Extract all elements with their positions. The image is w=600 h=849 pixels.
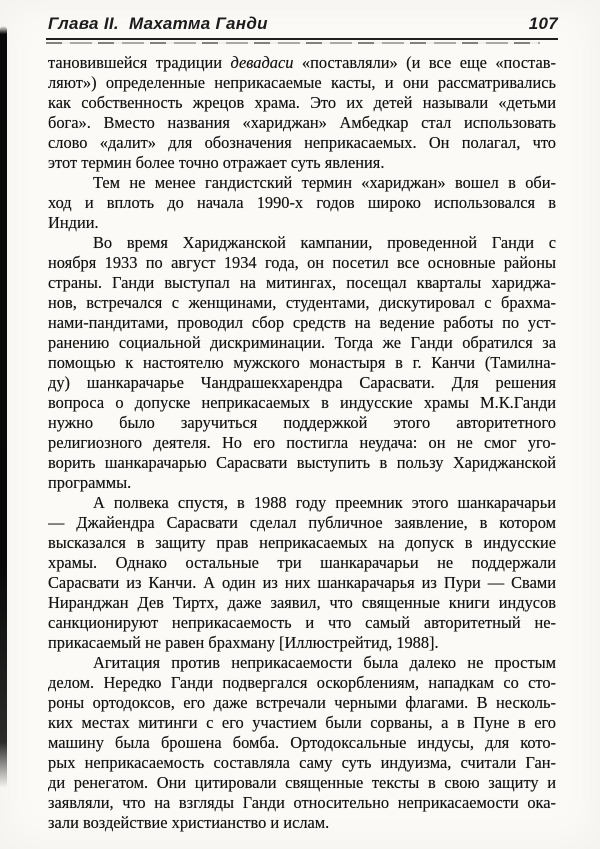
running-header — [48, 13, 558, 34]
text-line: Тем не менее гандистский термин «хариджан» вошел в оби- — [93, 173, 556, 192]
text-line: программы. — [48, 473, 132, 492]
text-line: нужно было заручиться поддержкой этого авторитетного — [48, 413, 556, 432]
text-line: ди ренегатом. Они цитировали священные тексты в свою защиту и — [48, 773, 556, 792]
text-line: бога». Вместо названия «хариджан» Амбедкар стал использовать — [48, 113, 556, 132]
text-line: храмы. Однако остальные три шанкарачарьи не поддержали — [48, 553, 556, 572]
text-line: ляют») определенные неприкасаемые касты, и они рассматривались — [48, 73, 556, 92]
text-line: зали воздействие христианство и ислам. — [48, 813, 330, 832]
text-line: А полвека спустя, в 1988 году преемник этого шанкарачарьи — [93, 493, 556, 512]
text-line: ворить шанкарачарью Сарасвати выступить в пользу Хариджанской — [48, 453, 556, 472]
paragraph — [48, 173, 556, 233]
text-line: санкционируют неприкасаемость и что самый авторитетный не- — [48, 613, 556, 632]
text-line: машину была брошена бомба. Ортодоксальные индусы, для кото- — [48, 733, 556, 752]
paragraph — [48, 233, 556, 493]
text-line: Во время Хариджанской кампании, проведенной Ганди с — [93, 233, 556, 252]
paragraph — [48, 493, 556, 653]
text-line: помощью к настоятелю мужского монастыря в г. Канчи (Тамилна- — [48, 353, 556, 372]
paragraph — [48, 653, 556, 833]
text-line: рых неприкасаемость составляла саму суть индуизма, считали Ган- — [48, 753, 556, 772]
text-line: как собственность жрецов храма. Это их детей называли «детьми — [48, 93, 556, 112]
text-line: Индии. — [48, 213, 99, 232]
text-line: ноября 1933 по август 1934 года, он посетил все основные районы — [48, 253, 556, 272]
text-line: ранению социальной дискриминации. Тогда же Ганди обратился за — [48, 333, 556, 352]
text-line: этот термин более точно отражает суть явления. — [48, 153, 385, 172]
header-rule — [46, 38, 558, 40]
chapter-title: Глава II. Махатма Ганди — [48, 14, 268, 33]
text-line: ход и вплоть до начала 1990-х годов широко использовался в — [48, 193, 556, 212]
text-line: нами-пандитами, проводил сбор средств на ведение работы по уст- — [48, 313, 556, 332]
page-number: 107 — [528, 14, 558, 33]
text-line: вопроса о допуске неприкасаемых в индусские храмы М.К.Ганди — [48, 393, 556, 412]
body-text — [48, 53, 556, 833]
text-line: прикасаемый не равен брахману [Иллюстрейтид, 1988]. — [48, 633, 439, 652]
text-line: Сарасвати из Канчи. А один из них шанкарачарья из Пури — Свами — [48, 573, 556, 592]
text-line: страны. Ганди выступал на митингах, посещал кварталы хариджа- — [48, 273, 556, 292]
text-line: заявляли, что на взгляды Ганди относительно неприкасаемости ока- — [48, 793, 556, 812]
scan-edge-artifact — [0, 26, 7, 788]
header-rule-secondary — [46, 42, 540, 44]
text-line: нов, встречался с женщинами, студентами, дискутировал с брахма- — [48, 293, 556, 312]
text-line: высказался в защиту прав неприкасаемых на допуск в индусские — [48, 533, 556, 552]
text-line: слово «далит» для обозначения неприкасаемых. Он полагал, что — [48, 133, 556, 152]
text-line: религиозного деятеля. Но его постигла неудача: он не смог уго- — [48, 433, 556, 452]
text-line: ду) шанкарачарье Чандрашекхарендра Сарасвати. Для решения — [48, 373, 556, 392]
paragraph — [48, 53, 556, 173]
text-line: ких местах митинги с его участием были сорваны, а в Пуне в его — [48, 713, 556, 732]
text-line: тановившейся традиции девадаси «поставляли» (и все еще «постав- — [48, 53, 556, 72]
text-line: — Джайендра Сарасвати сделал публичное заявление, в котором — [48, 513, 556, 532]
text-line: Агитация против неприкасаемости была далеко не простым — [93, 653, 556, 672]
text-line: Ниранджан Дев Тиртх, даже заявил, что священные книги индусов — [48, 593, 556, 612]
text-line: роны ортодоксов, его даже встречали черными флагами. В несколь- — [48, 693, 556, 712]
text-line: делом. Нередко Ганди подвергался оскорблениям, нападкам со сто- — [48, 673, 556, 692]
